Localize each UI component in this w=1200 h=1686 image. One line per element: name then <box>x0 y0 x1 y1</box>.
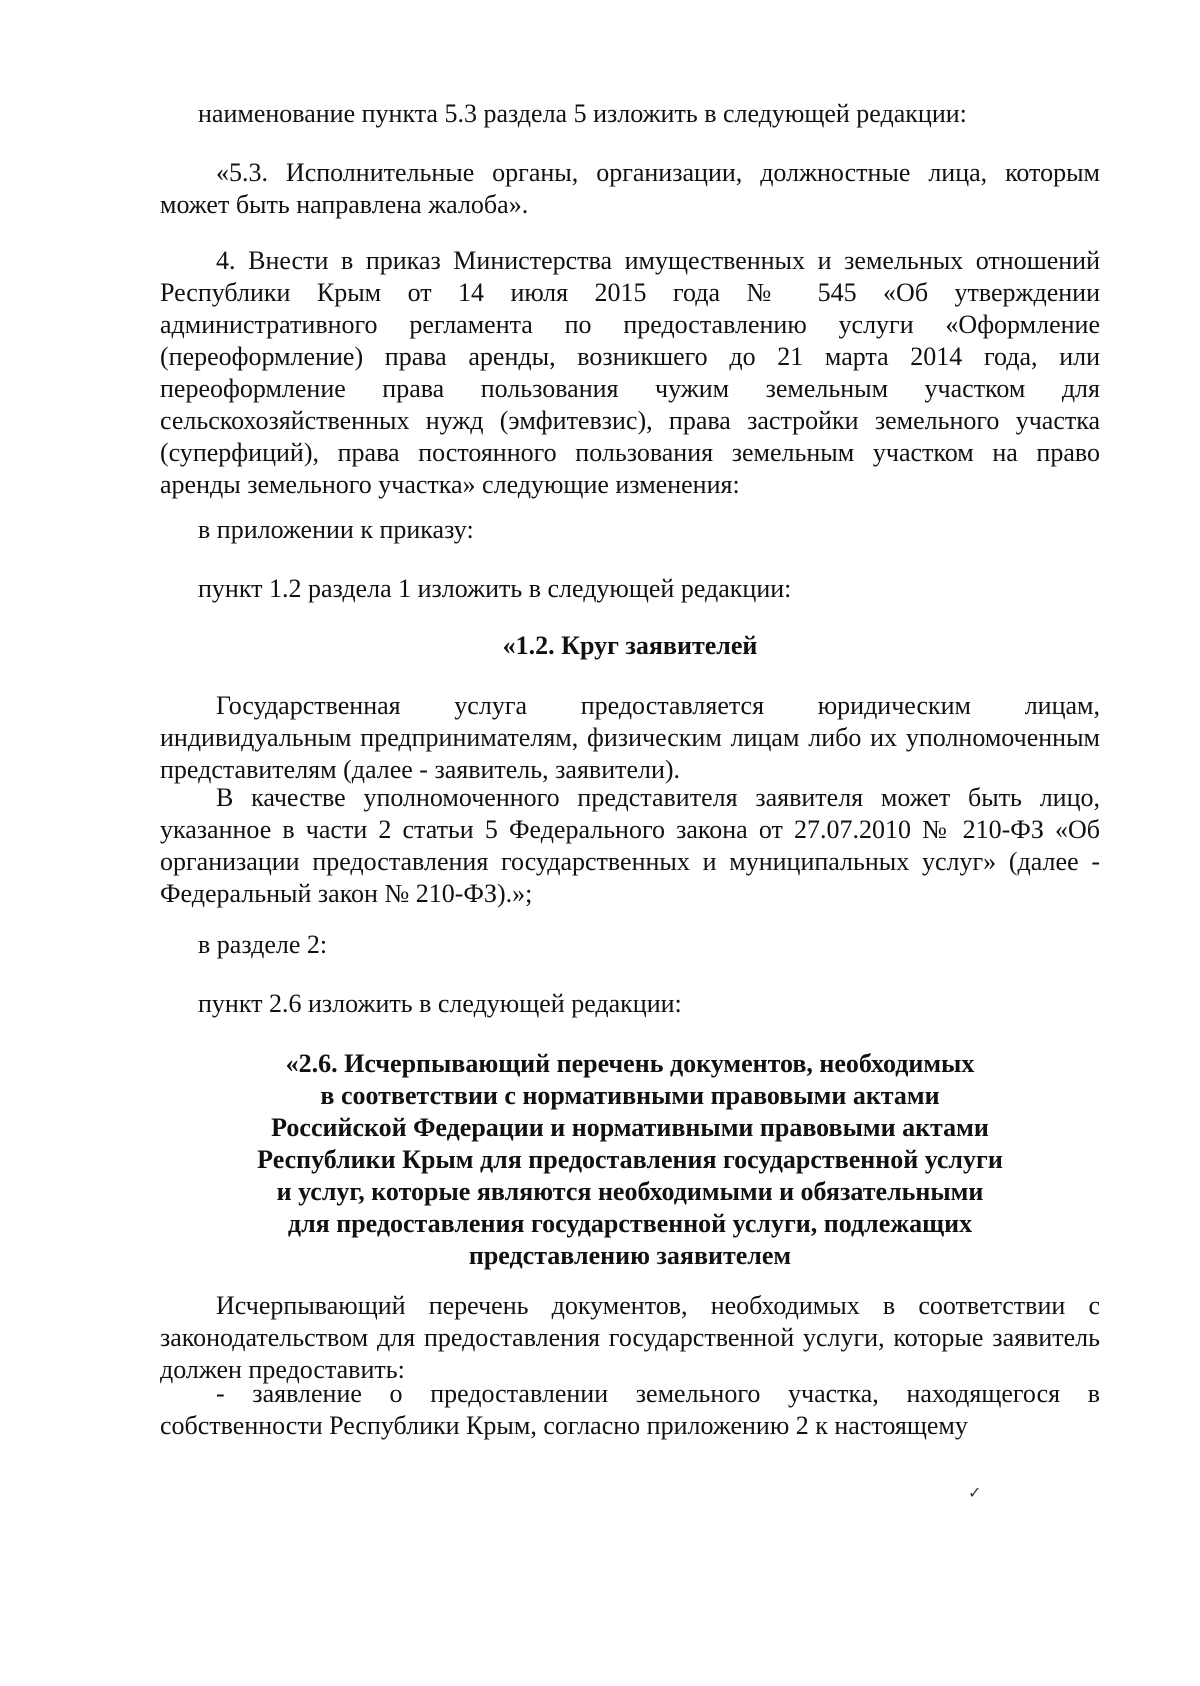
paragraph-application-item: - заявление о предоставлении земельного участка, находящегося в собственности Республики Крым, согласно приложению 2 к настоящему <box>160 1379 1100 1440</box>
paragraph-5-3-quote: «5.3. Исполнительные органы, организации, должностные лица, которым может быть направлена жалоба». <box>160 158 1100 219</box>
paragraph-item-4: 4. Внести в приказ Министерства имущественных и земельных отношений Республики Крым от 14 июля 2015 года № 545 «Об утверждении административного регламента по предоставлению услуги «Оформление (переоформление) права аренды, возникшего до 21 марта 2014 года, или переоформление права пользования чужим земельным участком для сельскохозяйственных нужд (эмфитевзис), права застройки земельного участка (суперфиций), права постоянного пользования земельным участком на право аренды земельного участка» следующие изменения: <box>160 246 1100 499</box>
heading-1-2: «1.2. Круг заявителей <box>502 631 758 660</box>
heading-2-6-line: представлению заявителем <box>468 1241 792 1270</box>
paragraph-applicants: Государственная услуга предоставляется юридическим лицам, индивидуальным предпринимателям, физическим лицам либо их уполномоченным представителям (далее - заявитель, заявители). <box>160 691 1100 784</box>
heading-2-6-line: Республики Крым для предоставления государственной услуги <box>257 1145 1003 1174</box>
scan-mark: ✓ <box>968 1485 982 1502</box>
paragraph-representative: В качестве уполномоченного представителя заявителя может быть лицо, указанное в части 2 статьи 5 Федерального закона от 27.07.2010 № 210-ФЗ «Об организации предоставления государственных и муниципальных услуг» (далее - Федеральный закон № 210-ФЗ).»; <box>160 783 1100 908</box>
paragraph-section-1-2-intro: пункт 1.2 раздела 1 изложить в следующей редакции: <box>198 574 792 603</box>
heading-2-6 <box>160 1048 1100 1272</box>
heading-2-6-line: и услуг, которые являются необходимыми и обязательными <box>276 1177 984 1206</box>
heading-2-6-line: в соответствии с нормативными правовыми актами <box>320 1081 940 1110</box>
paragraph-appendix-intro: в приложении к приказу: <box>198 515 474 544</box>
heading-2-6-line: Российской Федерации и нормативными правовыми актами <box>271 1113 989 1142</box>
heading-2-6-line: «2.6. Исчерпывающий перечень документов, необходимых <box>285 1049 975 1078</box>
paragraph-section-5-3-intro: наименование пункта 5.3 раздела 5 изложить в следующей редакции: <box>198 99 967 128</box>
heading-2-6-line: для предоставления государственной услуги, подлежащих <box>287 1209 973 1238</box>
paragraph-section-2-intro: в разделе 2: <box>198 930 328 959</box>
paragraph-documents-list: Исчерпывающий перечень документов, необходимых в соответствии с законодательством для предоставления государственной услуги, которые заявитель должен предоставить: <box>160 1291 1100 1384</box>
paragraph-2-6-intro: пункт 2.6 изложить в следующей редакции: <box>198 989 682 1018</box>
